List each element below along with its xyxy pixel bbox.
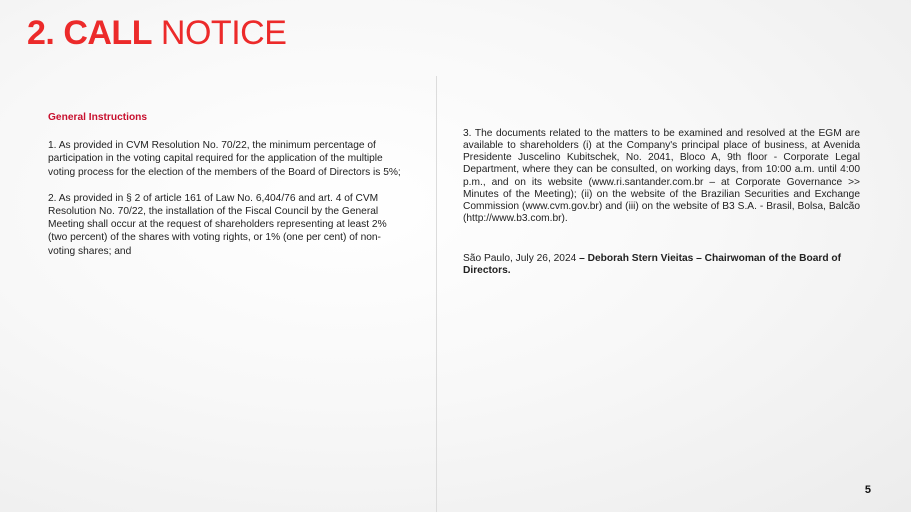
left-column	[48, 111, 404, 271]
instruction-paragraph-3: 3. The documents related to the matters to be examined and resolved at the EGM are available to shareholders (i) at the Company's principal place of business, at Avenida Presidente Juscelino Kubitschek, No. 2041, Bloco A, 9th floor - Corporate Legal Department, where they can be consulted, on working days, from 10:00 a.m. until 4:00 p.m., and on its website (www.ri.santander.com.br – at Corporate Governance >> Minutes of the Meeting); (ii) on the website of the Brazilian Securities and Exchange Commission (www.cvm.gov.br) and (iii) on the website of B3 S.A. - Brasil, Bolsa, Balcão (http://www.b3.com.br).	[463, 128, 860, 225]
section-heading: General Instructions	[48, 112, 148, 123]
instruction-paragraph-2: 2. As provided in § 2 of article 161 of Law No. 6,404/76 and art. 4 of CVM Resolution No. 70/22, the installation of the Fiscal Council by the General Meeting shall occur at the request of shareholders representing at least 2% (two percent) of the shares with voting rights, or 1% (one per cent) of non-voting shares; and	[48, 192, 387, 257]
signature-place-date: São Paulo, July 26, 2024	[463, 253, 577, 265]
page-title	[27, 11, 286, 55]
title-number: 2.	[27, 14, 55, 52]
right-column	[463, 128, 860, 278]
title-bold-word: CALL	[63, 14, 152, 52]
title-light-word: NOTICE	[160, 14, 287, 52]
signature-block	[463, 253, 860, 277]
column-divider	[436, 76, 437, 512]
page-number: 5	[864, 484, 871, 496]
instruction-paragraph-1: 1. As provided in CVM Resolution No. 70/22, the minimum percentage of participation in the voting capital required for the application of the multiple voting process for the election of the members of the Board of Directors is 5%;	[48, 140, 401, 178]
signature-name: – Deborah Stern Vieitas – Chairwoman of the Board of Directors.	[463, 253, 842, 277]
